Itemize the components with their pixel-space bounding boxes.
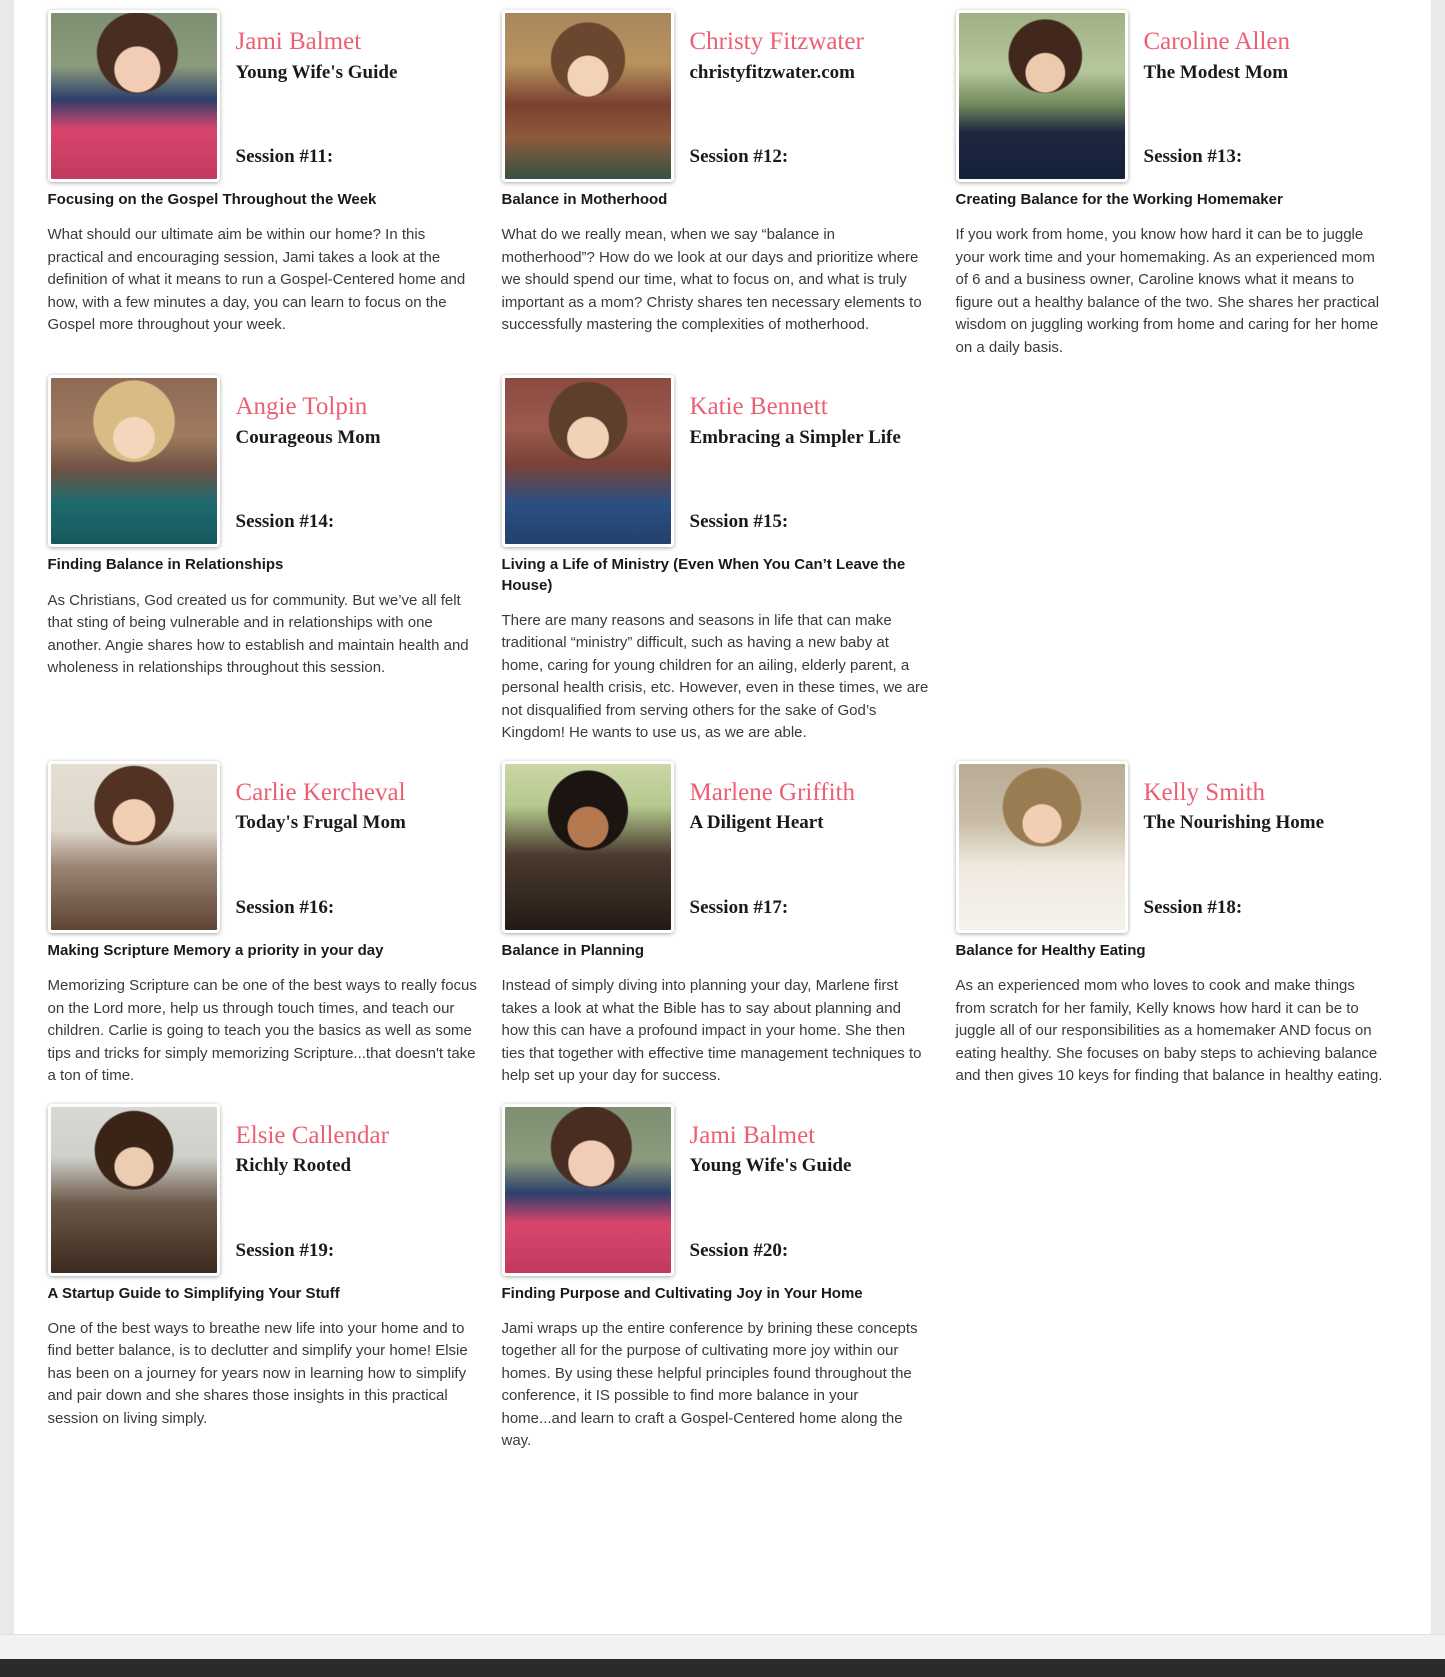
speaker-name: Jami Balmet xyxy=(235,28,362,55)
speaker-info xyxy=(1128,10,1386,176)
session-title: Focusing on the Gospel Throughout the Week xyxy=(47,191,377,208)
speaker-info xyxy=(1128,761,1386,927)
speaker-info xyxy=(674,375,932,541)
session-number: Session #16: xyxy=(235,896,335,918)
session-description: One of the best ways to breathe new life into your home and to find better balance, is to declutter and simplify your home! Elsie has been on a journey for years now in learning how to simplify and pair down and she shares those insights in this practical session on living simply. xyxy=(47,1319,468,1427)
speaker-name: Marlene Griffith xyxy=(689,778,855,806)
speaker-name: Kelly Smith xyxy=(1143,778,1266,806)
speaker-photo xyxy=(956,761,1128,933)
speaker-name: Christy Fitzwater xyxy=(689,28,864,55)
session-card-header xyxy=(48,10,478,182)
speaker-site: Embracing a Simpler Life xyxy=(689,426,901,448)
session-number: Session #14: xyxy=(235,511,335,533)
speaker-name: Jami Balmet xyxy=(689,1121,816,1149)
speaker-info xyxy=(674,761,932,927)
session-card-header xyxy=(502,1104,932,1276)
session-number: Session #12: xyxy=(689,146,789,167)
session-number: Session #20: xyxy=(689,1239,789,1261)
session-title: Balance in Planning xyxy=(501,941,645,959)
session-title: Creating Balance for the Working Homemaker xyxy=(955,191,1283,208)
speaker-name: Caroline Allen xyxy=(1143,28,1290,55)
session-card-header xyxy=(502,375,932,547)
session-card xyxy=(502,1104,932,1453)
session-card xyxy=(48,761,478,1088)
speaker-name: Carlie Kercheval xyxy=(235,778,406,806)
speaker-name: Elsie Callendar xyxy=(235,1121,389,1149)
speaker-name: Angie Tolpin xyxy=(235,393,368,421)
session-card-header xyxy=(956,10,1386,182)
session-number: Session #18: xyxy=(1143,896,1243,918)
session-grid xyxy=(28,10,1418,1453)
speaker-site: Today's Frugal Mom xyxy=(235,812,406,834)
speaker-photo xyxy=(502,10,674,182)
session-card-header xyxy=(502,761,932,933)
session-card-header xyxy=(956,761,1386,933)
page-footer-strip xyxy=(0,1634,1445,1659)
session-number: Session #17: xyxy=(689,896,789,918)
speaker-site: Richly Rooted xyxy=(235,1155,352,1176)
speaker-photo xyxy=(502,375,674,547)
session-title: Balance for Healthy Eating xyxy=(955,941,1146,959)
speaker-info xyxy=(674,1104,932,1270)
speaker-photo xyxy=(48,375,220,547)
session-card-header xyxy=(502,10,932,182)
session-title: Making Scripture Memory a priority in your day xyxy=(47,941,384,959)
speaker-site: A Diligent Heart xyxy=(689,812,824,834)
session-row xyxy=(48,761,1418,1088)
session-description: Jami wraps up the entire conference by brining these concepts together all for the purpose of cultivating more joy within our homes. By using these helpful principles found throughout the conference, it IS possible to find more balance in your home...and learn to craft a Gospel-Centered home along the way. xyxy=(501,1319,918,1450)
speaker-photo xyxy=(502,761,674,933)
session-title: Living a Life of Ministry (Even When You Can’t Leave the House) xyxy=(501,556,906,594)
session-description: As Christians, God created us for community. But we’ve all felt that sting of being vulnerable and in relationships with one another. Angie shares how to establish and maintain health and wholeness in relationships throughout this session. xyxy=(47,591,469,676)
speaker-info xyxy=(220,375,478,541)
speaker-photo xyxy=(48,761,220,933)
session-description: There are many reasons and seasons in life that can make traditional “ministry” difficult, such as having a new baby at home, caring for young children for an ailing, elderly parent, a personal health crisis, etc. However, even in these times, we are not disqualified from serving others for the sake of God’s Kingdom! He wants to use us, as we are able. xyxy=(501,611,929,742)
speaker-photo xyxy=(956,10,1128,182)
session-card xyxy=(48,1104,478,1431)
session-number: Session #11: xyxy=(235,146,334,167)
session-number: Session #13: xyxy=(1143,146,1243,167)
session-row xyxy=(48,10,1418,359)
session-card-header xyxy=(48,761,478,933)
session-row xyxy=(48,375,1418,745)
session-card-header xyxy=(48,1104,478,1276)
speaker-photo xyxy=(48,1104,220,1276)
session-card xyxy=(502,10,932,337)
speaker-site: Courageous Mom xyxy=(235,426,381,448)
speaker-photo xyxy=(48,10,220,182)
speaker-site: The Modest Mom xyxy=(1143,61,1289,83)
session-card xyxy=(502,375,932,745)
session-description: Instead of simply diving into planning your day, Marlene first takes a look at what the Bible has to say about planning and how this can have a profound impact in your home. She then ties that together with effective time management techniques to help set up your day for success. xyxy=(501,977,922,1084)
session-card xyxy=(956,10,1386,359)
speaker-info xyxy=(220,1104,478,1270)
speaker-info xyxy=(220,10,478,176)
speaker-photo xyxy=(502,1104,674,1276)
speaker-site: Young Wife's Guide xyxy=(235,61,398,83)
session-row xyxy=(48,1104,1418,1453)
session-description: What do we really mean, when we say “balance in motherhood”? How do we look at our days and prioritize where we should spend our time, what to focus on, and what is truly important as a mom? Christy shares ten necessary elements to successfully mastering the complexities of motherhood. xyxy=(501,226,922,334)
session-number: Session #19: xyxy=(235,1239,335,1261)
session-description: What should our ultimate aim be within our home? In this practical and encouraging session, Jami takes a look at the definition of what it means to run a Gospel-Centered home and how, with a few minutes a day, you can learn to focus on the Gospel more throughout your week. xyxy=(47,226,466,334)
session-description: As an experienced mom who loves to cook and make things from scratch for her family, Kelly knows how hard it can be to juggle all of our responsibilities as a homemaker AND focus on eating healthy. She focuses on baby steps to achieving balance and then gives 10 keys for finding that balance in healthy eating. xyxy=(955,977,1383,1084)
page-right-margin xyxy=(1431,0,1445,1677)
speaker-info xyxy=(220,761,478,927)
session-description: If you work from home, you know how hard it can be to juggle your work time and your homemaking. As an experienced mom of 6 and a business owner, Caroline knows what it means to figure out a healthy balance of the two. She shares her practical wisdom on juggling working from home and caring for her home on a daily basis. xyxy=(955,226,1380,356)
speaker-site: Young Wife's Guide xyxy=(689,1155,852,1176)
viewer-bottom-bar xyxy=(0,1659,1445,1677)
session-title: Balance in Motherhood xyxy=(501,191,668,208)
session-number: Session #15: xyxy=(689,511,789,533)
speaker-name: Katie Bennett xyxy=(689,393,828,421)
session-card xyxy=(48,375,478,679)
session-title: Finding Balance in Relationships xyxy=(47,556,284,574)
page-left-margin xyxy=(0,0,14,1677)
session-card xyxy=(956,761,1386,1088)
session-description: Memorizing Scripture can be one of the best ways to really focus on the Lord more, help us through touch times, and teach our children. Carlie is going to teach you the basics as well as some tips and tricks for simply memorizing Scripture...that doesn't take a ton of time. xyxy=(47,977,477,1084)
speaker-site: christyfitzwater.com xyxy=(689,61,855,83)
session-title: A Startup Guide to Simplifying Your Stuff xyxy=(47,1284,340,1302)
session-card-header xyxy=(48,375,478,547)
session-card xyxy=(502,761,932,1088)
speaker-site: The Nourishing Home xyxy=(1143,812,1325,834)
session-card xyxy=(48,10,478,337)
speaker-info xyxy=(674,10,932,176)
session-title: Finding Purpose and Cultivating Joy in Your Home xyxy=(501,1284,863,1302)
